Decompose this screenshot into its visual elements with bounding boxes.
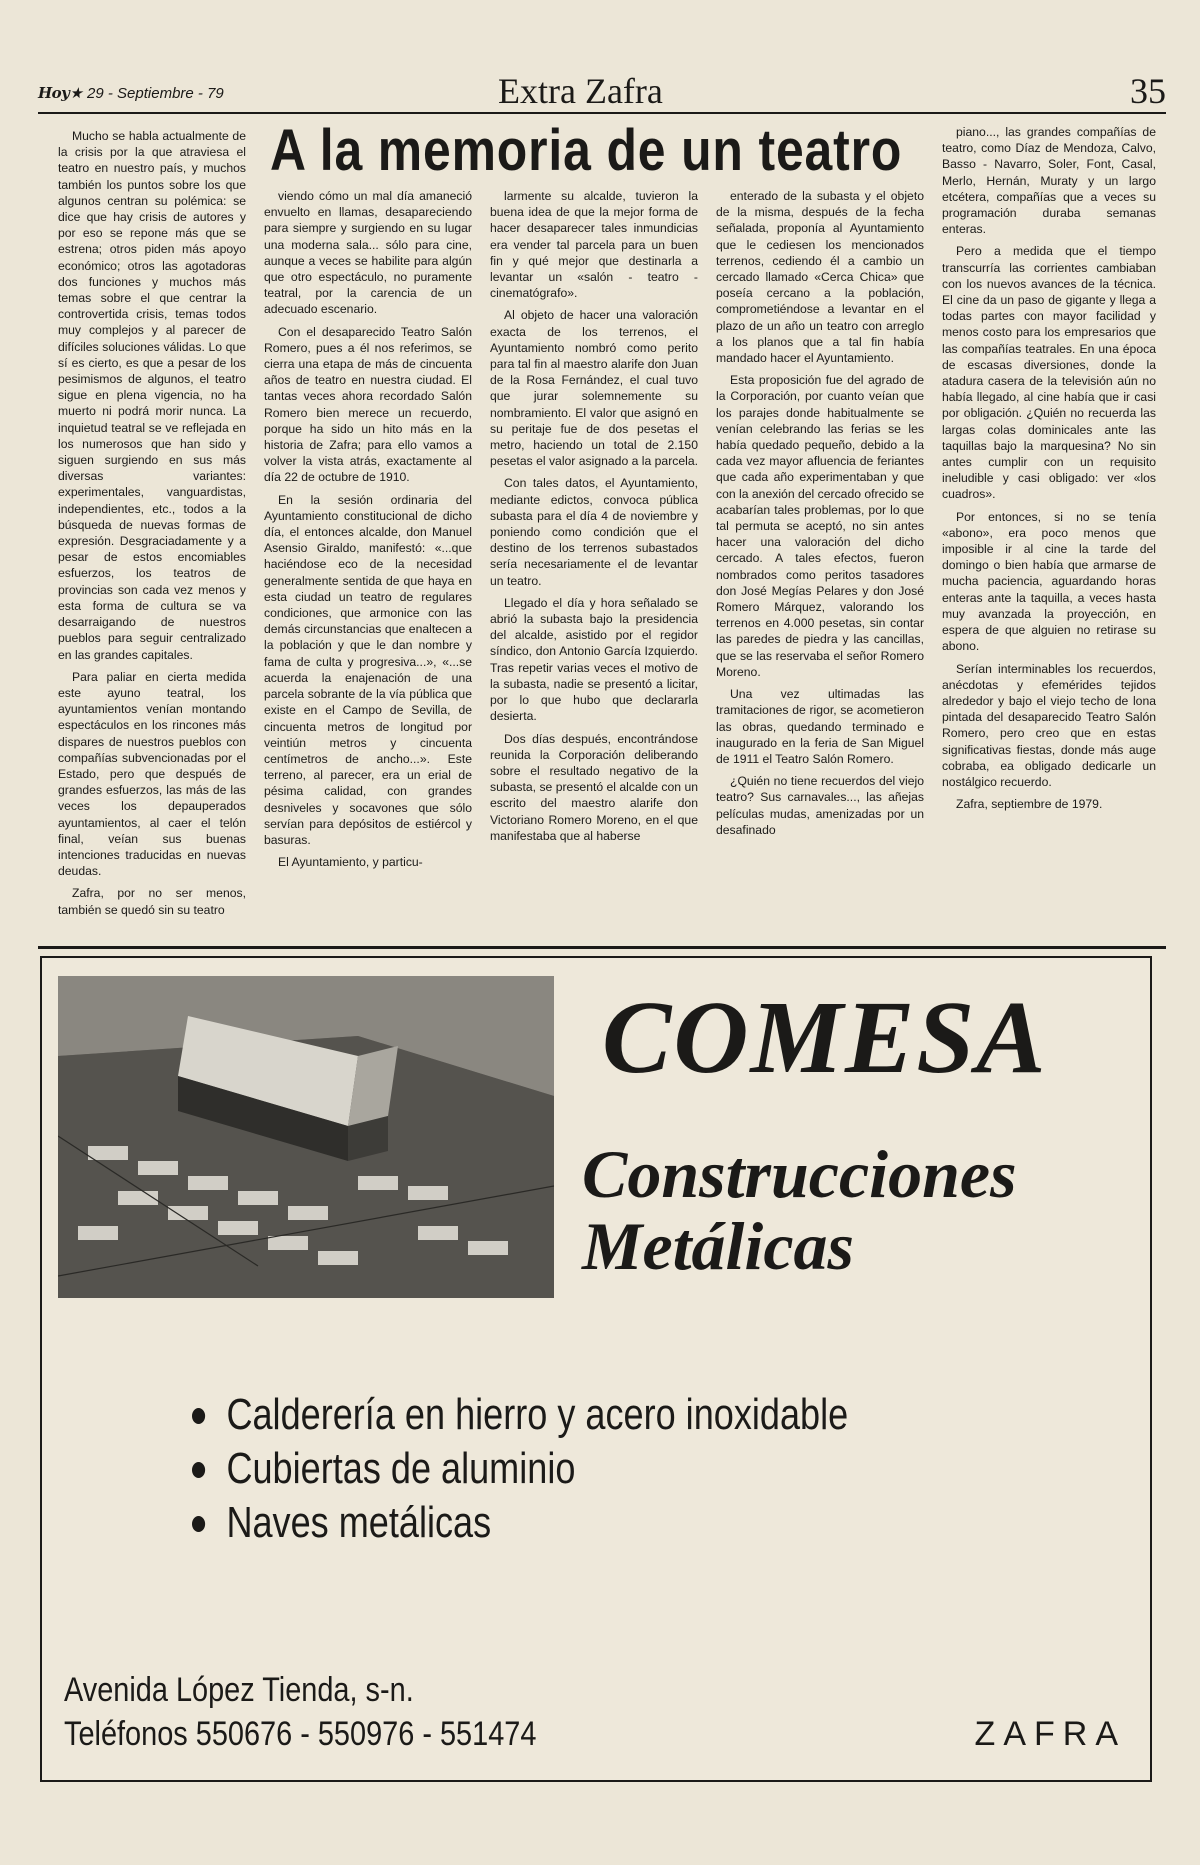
factory-aerial-photo <box>58 976 554 1298</box>
paragraph: Por entonces, si no se tenía «abono», era poco menos que imposible ir al cine la tarde del domingo o bien había que armarse de mucha paciencia, aguardando horas enteras ante la taquilla, a veces hasta muy avanzada la proyección, en espera de que alguien no retirase su abono. <box>942 509 1156 654</box>
section-divider <box>38 946 1166 949</box>
star-icon: ★ <box>69 85 83 102</box>
factory-photo-illustration <box>58 976 554 1298</box>
page-header <box>38 70 1166 114</box>
page-number: 35 <box>1130 71 1166 111</box>
paragraph: Para paliar en cierta medida este ayuno teatral, los ayuntamientos venían montando espectáculos en los rincones más dispares de nuestros pueblos con compañías subvencionadas por el Estado, pero que después de grandes esfuerzos, las más de las veces los depauperados ayuntamientos, al caer el telón final, veían sus buenas intenciones traducidas en nuevas deudas. <box>58 669 246 879</box>
paragraph: piano..., las grandes compañías de teatro, como Díaz de Mendoza, Calvo, Basso - Navarro, Soler, Font, Casal, Merlo, Hernán, Muraty y un largo etcétera, compañías que a veces su programación duraba semanas enteras. <box>942 125 1156 237</box>
paragraph: Pero a medida que el tiempo transcurría las corrientes cambiaban con los nuevos avances de la técnica. El cine da un paso de gigante y llega a todas partes con mayor facilidad y menos costo para los empresarios que las compañías teatrales. En una época de escasas diversiones, donde la atadura casera de la televisión aún no había llegado, al cine había que ir casi por obligación. ¿Quién no recuerda las largas colas dominicales ante las taquillas bajo la marquesina? No sin antes cumplir con un requisito ineludible y casi obligado: ver «los cuadros». <box>942 244 1156 502</box>
ad-city: ZAFRA <box>974 1715 1126 1753</box>
ad-subtitle-line2: Metálicas <box>582 1208 854 1284</box>
service-label: Cubiertas de aluminio <box>226 1444 576 1493</box>
header-rule <box>38 112 1166 114</box>
list-item <box>192 1496 848 1550</box>
paragraph: ¿Quién no tiene recuerdos del viejo teatro? Sus carnavales..., las añejas películas mudas, amenizadas por un desafinado <box>716 774 924 837</box>
header-dateline <box>38 84 224 102</box>
ad-services-list <box>192 1388 992 1550</box>
article-column-2 <box>264 188 472 876</box>
header-date: 29 - Septiembre - 79 <box>87 85 224 102</box>
section-title: Extra Zafra <box>498 71 663 111</box>
ad-phones-line: Teléfonos 550676 - 550976 - 551474 <box>64 1715 537 1753</box>
paragraph: En la sesión ordinaria del Ayuntamiento constitucional de dicho día, el entonces alcalde, don Manuel Asensio Giraldo, manifestó: «...que haciéndose eco de la necesidad generalmente sentida de que haya en esta ciudad un teatro de regulares condiciones, que armonice con las demás circunstancias que enaltecen a la población y que le dan nombre y fama de culta y progresiva...», «...se acuerda la enajenación de una parcela sobrante de la vía pública que existe en el Campo de Sevilla, de cincuenta metros de longitud por veintiún metros y cincuenta centímetros de ancho...». Este terreno, al parecer, era un erial de pésima calidad, con grandes desniveles y socavones que sólo servían para depósitos de estiércol y basuras. <box>264 492 472 847</box>
ad-brand: COMESA <box>602 980 1048 1095</box>
paragraph: enterado de la subasta y el objeto de la misma, después de la fecha señalada, proponía al Ayuntamiento que le cediesen los mencionados terrenos, cediendo él a cambio un cercado llamado «Cerca Chica» que poseía cercano a la población, comprometiéndose a levantar en el plazo de un año un teatro con arreglo a los planos que a tal fin había mandado hacer el Ayuntamiento. <box>716 189 924 366</box>
service-label: Calderería en hierro y acero inoxidable <box>226 1390 849 1439</box>
article-headline: A la memoria de un teatro <box>270 118 903 183</box>
service-label: Naves metálicas <box>226 1498 492 1547</box>
paragraph: Zafra, por no ser menos, también se quedó sin su teatro <box>58 886 246 917</box>
bullet-icon <box>192 1462 205 1478</box>
list-item <box>192 1388 848 1442</box>
paragraph: Esta proposición fue del agrado de la Corporación, por cuanto veían que los parajes donde habitualmente se venían celebrando las ferias se les había quedado pequeño, debido a la cada vez mayor afluencia de feriantes que cada año experimentaban y que con la anexión del cercado ofrecido se acabarían tales problemas, por lo que tal permuta se aceptó, no sin antes hacer una valoración del dicho cercado. A tales efectos, fueron nombrados como peritos tasadores don José Megías Pelares y don José Romero Márquez, valorando los terrenos en 4.000 pesetas, sin contar las paredes de piedra y las cancillas, que se las reservaba el señor Romero Moreno. <box>716 373 924 679</box>
ad-contact <box>64 1668 536 1756</box>
paragraph: viendo cómo un mal día amaneció envuelto en llamas, desapareciendo para siempre y surgiendo en su lugar una moderna sala... sólo para cine, aunque a veces se habilite para algún que otro espectáculo, no puramente teatral, por la carencia de un adecuado escenario. <box>264 189 472 317</box>
ad-address-line: Avenida López Tienda, s-n. <box>64 1671 414 1709</box>
ad-subtitle-line1: Construcciones <box>582 1136 1017 1212</box>
paragraph: Dos días después, encontrándose reunida la Corporación deliberando sobre el resultado negativo de la subasta, se presentó el alcalde con un escrito del maestro alarife don Victoriano Romero Moreno, en el que manifestaba que al haberse <box>490 731 699 843</box>
newspaper-logo: Hoy <box>38 84 70 102</box>
article-signature: Zafra, septiembre de 1979. <box>956 797 1103 812</box>
paragraph: Con el desaparecido Teatro Salón Romero, pues a él nos referimos, se cierra una etapa de más de cincuenta años de teatro en nuestra ciudad. El tantas veces ahora recordado Salón Romero bien merece un recuerdo, porque ha sido un hito más en la historia de Zafra; para ello vamos a volver la vista atrás, exactamente al día 22 de octubre de 1910. <box>264 324 472 485</box>
paragraph: El Ayuntamiento, y particu- <box>278 855 423 870</box>
article-column-5 <box>942 124 1156 818</box>
paragraph: larmente su alcalde, tuvieron la buena idea de que la mejor forma de hacer desaparecer tales inmundicias era vender tal parcela para un buen fin y qué mejor que destinarla a levantar un «salón - teatro - cinematógrafo». <box>490 189 698 301</box>
paragraph: Con tales datos, el Ayuntamiento, mediante edictos, convoca pública subasta para el día 4 de noviembre y poniendo como condición que el destino de los terrenos subastados sería necesariamente el de levantar un teatro. <box>490 476 698 588</box>
article-column-1 <box>58 128 246 924</box>
article-column-4 <box>716 188 924 844</box>
paragraph: Una vez ultimadas las tramitaciones de rigor, se acometieron las obras, quedando terminado e inaugurado en la feria de San Miguel de 1911 el Teatro Salón Romero. <box>716 687 924 766</box>
article-column-3 <box>490 188 698 850</box>
paragraph: Llegado el día y hora señalado se abrió la subasta bajo la presidencia del alcalde, asistido por el regidor síndico, don Antonio García Izquierdo. Tras repetir varias veces el motivo de la subasta, nadie se presentó a licitar, por lo que hubo que declararla desierta. <box>490 595 698 724</box>
ad-subtitle <box>582 1138 1142 1282</box>
bullet-icon <box>192 1516 205 1532</box>
paragraph: Al objeto de hacer una valoración exacta de los terrenos, el Ayuntamiento nombró como perito para tal fin al maestro alarife don Juan de la Rosa Fernández, el cual tuvo que jurar solemnemente su nombramiento. El valor que asignó en su peritaje fue de dos pesetas el metro, haciendo un total de 2.150 pesetas el valor asignado a la parcela. <box>490 308 698 469</box>
comesa-advertisement <box>40 956 1152 1782</box>
paragraph: Serían interminables los recuerdos, anécdotas y efemérides tejidos alrededor y bajo el viejo techo de lona pintada del desaparecido Teatro Salón Romero, pero creo que en estas significativas fiestas, donde más auge cobraba, ea obligado dedicarle un nostálgico recuerdo. <box>942 661 1156 789</box>
bullet-icon <box>192 1408 205 1424</box>
list-item <box>192 1442 848 1496</box>
paragraph: Mucho se habla actualmente de la crisis por la que atraviesa el teatro en nuestro país, y muchos también los puntos sobre los que algunos centran su polémica: se dice que hay crisis de autores y por eso se repone más que se estrena; otros piden más apoyo económico; otros las agotadoras dos funciones y muchos más temas sobre el que centrar la controvertida crisis, temas todos muy complejos y al parecer de difíciles soluciones válidas. Lo que sí es cierto, es que a pesar de los pesimismos de algunos, el teatro sigue en plena vigencia, no ha muerto ni podrá morir nunca. La inquietud teatral se ve reflejada en los numerosos que han sido y siguen surgiendo en sus más diversas variantes: experimentales, vanguardistas, independientes, etc., todos a la búsqueda de nuevas formas de expresión. Desgraciadamente y a pesar de estos encomiables esfuerzos, los teatros de provincias son cada vez menos y esta forma de cultura se va desarraigando de nuestros pueblos para seguir centralizado en las grandes capitales. <box>58 129 246 662</box>
